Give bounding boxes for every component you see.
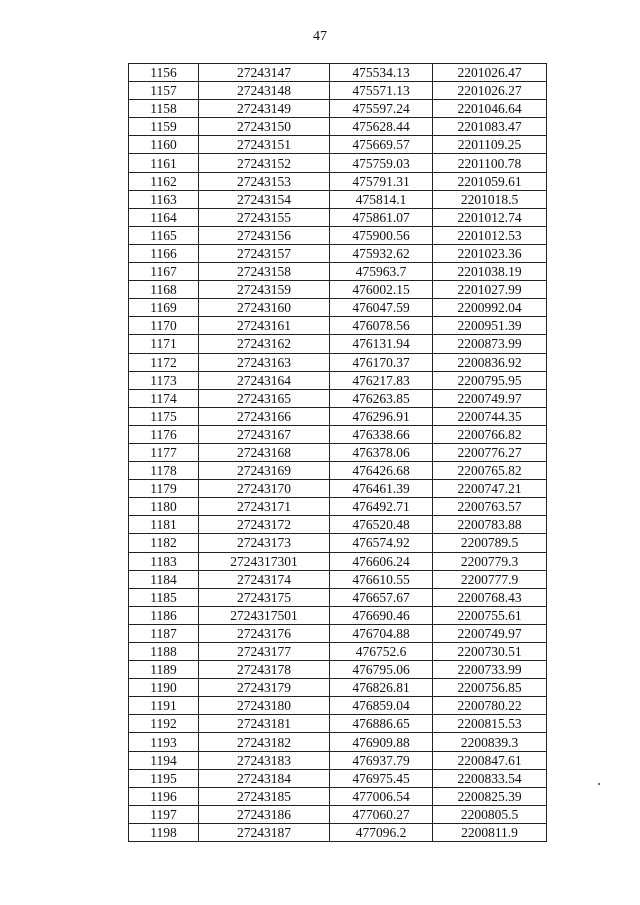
point-number-cell: 1195 (129, 769, 199, 787)
table-row (129, 661, 547, 679)
y-coordinate-cell: 2200780.22 (433, 697, 547, 715)
x-coordinate-cell: 476078.56 (330, 317, 433, 335)
table-row (129, 172, 547, 190)
x-coordinate-cell: 476752.6 (330, 643, 433, 661)
y-coordinate-cell: 2200776.27 (433, 443, 547, 461)
x-coordinate-cell: 476426.68 (330, 462, 433, 480)
point-number-cell: 1191 (129, 697, 199, 715)
point-id-cell: 27243176 (199, 624, 330, 642)
x-coordinate-cell: 476690.46 (330, 606, 433, 624)
x-coordinate-cell: 475669.57 (330, 136, 433, 154)
point-id-cell: 27243167 (199, 425, 330, 443)
table-row (129, 64, 547, 82)
x-coordinate-cell: 475963.7 (330, 263, 433, 281)
point-number-cell: 1173 (129, 371, 199, 389)
table-row (129, 733, 547, 751)
y-coordinate-cell: 2201109.25 (433, 136, 547, 154)
page-number: 47 (313, 29, 327, 44)
point-id-cell: 27243165 (199, 389, 330, 407)
x-coordinate-cell: 476378.06 (330, 443, 433, 461)
point-number-cell: 1198 (129, 823, 199, 841)
point-id-cell: 27243154 (199, 190, 330, 208)
point-number-cell: 1181 (129, 516, 199, 534)
y-coordinate-cell: 2200749.97 (433, 624, 547, 642)
point-number-cell: 1182 (129, 534, 199, 552)
table-row (129, 715, 547, 733)
table-row (129, 443, 547, 461)
table-row (129, 299, 547, 317)
table-row (129, 425, 547, 443)
y-coordinate-cell: 2200766.82 (433, 425, 547, 443)
y-coordinate-cell: 2200749.97 (433, 389, 547, 407)
point-id-cell: 27243159 (199, 281, 330, 299)
point-id-cell: 27243174 (199, 570, 330, 588)
y-coordinate-cell: 2201038.19 (433, 263, 547, 281)
y-coordinate-cell: 2200795.95 (433, 371, 547, 389)
point-number-cell: 1183 (129, 552, 199, 570)
point-number-cell: 1166 (129, 244, 199, 262)
table-row (129, 588, 547, 606)
point-number-cell: 1172 (129, 353, 199, 371)
point-number-cell: 1177 (129, 443, 199, 461)
point-number-cell: 1190 (129, 679, 199, 697)
point-number-cell: 1193 (129, 733, 199, 751)
y-coordinate-cell: 2201026.27 (433, 82, 547, 100)
table-row (129, 100, 547, 118)
x-coordinate-cell: 475534.13 (330, 64, 433, 82)
point-number-cell: 1176 (129, 425, 199, 443)
point-number-cell: 1187 (129, 624, 199, 642)
point-number-cell: 1188 (129, 643, 199, 661)
table-row (129, 769, 547, 787)
table-row (129, 516, 547, 534)
x-coordinate-cell: 477096.2 (330, 823, 433, 841)
y-coordinate-cell: 2200833.54 (433, 769, 547, 787)
table-row (129, 606, 547, 624)
x-coordinate-cell: 477006.54 (330, 787, 433, 805)
y-coordinate-cell: 2200951.39 (433, 317, 547, 335)
point-number-cell: 1179 (129, 480, 199, 498)
y-coordinate-cell: 2200992.04 (433, 299, 547, 317)
y-coordinate-cell: 2200733.99 (433, 661, 547, 679)
point-id-cell: 27243184 (199, 769, 330, 787)
x-coordinate-cell: 476217.83 (330, 371, 433, 389)
table-row (129, 534, 547, 552)
point-number-cell: 1180 (129, 498, 199, 516)
point-id-cell: 27243177 (199, 643, 330, 661)
y-coordinate-cell: 2200825.39 (433, 787, 547, 805)
y-coordinate-cell: 2201083.47 (433, 118, 547, 136)
y-coordinate-cell: 2201046.64 (433, 100, 547, 118)
table-row (129, 643, 547, 661)
point-id-cell: 27243151 (199, 136, 330, 154)
table-row (129, 82, 547, 100)
y-coordinate-cell: 2201012.53 (433, 226, 547, 244)
y-coordinate-cell: 2200805.5 (433, 805, 547, 823)
point-number-cell: 1160 (129, 136, 199, 154)
table-row (129, 697, 547, 715)
x-coordinate-cell: 476886.65 (330, 715, 433, 733)
y-coordinate-cell: 2200777.9 (433, 570, 547, 588)
y-coordinate-cell: 2200765.82 (433, 462, 547, 480)
point-number-cell: 1159 (129, 118, 199, 136)
point-id-cell: 27243156 (199, 226, 330, 244)
point-id-cell: 27243150 (199, 118, 330, 136)
y-coordinate-cell: 2200839.3 (433, 733, 547, 751)
x-coordinate-cell: 476492.71 (330, 498, 433, 516)
y-coordinate-cell: 2201012.74 (433, 208, 547, 226)
point-id-cell: 27243186 (199, 805, 330, 823)
x-coordinate-cell: 475571.13 (330, 82, 433, 100)
x-coordinate-cell: 476937.79 (330, 751, 433, 769)
point-number-cell: 1197 (129, 805, 199, 823)
y-coordinate-cell: 2201027.99 (433, 281, 547, 299)
x-coordinate-cell: 475900.56 (330, 226, 433, 244)
x-coordinate-cell: 475932.62 (330, 244, 433, 262)
y-coordinate-cell: 2200811.9 (433, 823, 547, 841)
point-id-cell: 27243153 (199, 172, 330, 190)
point-number-cell: 1162 (129, 172, 199, 190)
y-coordinate-cell: 2201059.61 (433, 172, 547, 190)
table-row (129, 552, 547, 570)
table-row (129, 154, 547, 172)
table-row (129, 118, 547, 136)
y-coordinate-cell: 2200789.5 (433, 534, 547, 552)
y-coordinate-cell: 2200730.51 (433, 643, 547, 661)
y-coordinate-cell: 2201023.36 (433, 244, 547, 262)
y-coordinate-cell: 2200847.61 (433, 751, 547, 769)
point-number-cell: 1171 (129, 335, 199, 353)
point-id-cell: 27243160 (199, 299, 330, 317)
y-coordinate-cell: 2200756.85 (433, 679, 547, 697)
y-coordinate-cell: 2200836.92 (433, 353, 547, 371)
x-coordinate-cell: 475759.03 (330, 154, 433, 172)
point-number-cell: 1196 (129, 787, 199, 805)
point-id-cell: 2724317501 (199, 606, 330, 624)
point-id-cell: 27243164 (199, 371, 330, 389)
point-number-cell: 1175 (129, 407, 199, 425)
point-number-cell: 1170 (129, 317, 199, 335)
point-number-cell: 1169 (129, 299, 199, 317)
table-row (129, 244, 547, 262)
table-row (129, 136, 547, 154)
point-id-cell: 27243149 (199, 100, 330, 118)
point-id-cell: 27243168 (199, 443, 330, 461)
point-id-cell: 27243173 (199, 534, 330, 552)
table-row (129, 317, 547, 335)
point-number-cell: 1163 (129, 190, 199, 208)
table-row (129, 226, 547, 244)
y-coordinate-cell: 2200768.43 (433, 588, 547, 606)
x-coordinate-cell: 476131.94 (330, 335, 433, 353)
point-number-cell: 1156 (129, 64, 199, 82)
table-row (129, 462, 547, 480)
point-id-cell: 27243155 (199, 208, 330, 226)
x-coordinate-cell: 475791.31 (330, 172, 433, 190)
point-id-cell: 27243147 (199, 64, 330, 82)
x-coordinate-cell: 476047.59 (330, 299, 433, 317)
point-number-cell: 1192 (129, 715, 199, 733)
coordinates-table-body (129, 64, 547, 842)
point-number-cell: 1164 (129, 208, 199, 226)
y-coordinate-cell: 2201026.47 (433, 64, 547, 82)
x-coordinate-cell: 476909.88 (330, 733, 433, 751)
x-coordinate-cell: 476610.55 (330, 570, 433, 588)
table-row (129, 624, 547, 642)
table-row (129, 353, 547, 371)
y-coordinate-cell: 2200755.61 (433, 606, 547, 624)
point-id-cell: 27243185 (199, 787, 330, 805)
table-row (129, 281, 547, 299)
point-number-cell: 1157 (129, 82, 199, 100)
point-number-cell: 1167 (129, 263, 199, 281)
y-coordinate-cell: 2200873.99 (433, 335, 547, 353)
x-coordinate-cell: 476002.15 (330, 281, 433, 299)
point-id-cell: 27243172 (199, 516, 330, 534)
x-coordinate-cell: 476170.37 (330, 353, 433, 371)
y-coordinate-cell: 2200747.21 (433, 480, 547, 498)
y-coordinate-cell: 2200744.35 (433, 407, 547, 425)
y-coordinate-cell: 2200783.88 (433, 516, 547, 534)
table-row (129, 823, 547, 841)
y-coordinate-cell: 2200779.3 (433, 552, 547, 570)
point-id-cell: 27243169 (199, 462, 330, 480)
point-id-cell: 27243180 (199, 697, 330, 715)
x-coordinate-cell: 476461.39 (330, 480, 433, 498)
table-row (129, 751, 547, 769)
point-id-cell: 27243178 (199, 661, 330, 679)
point-number-cell: 1168 (129, 281, 199, 299)
table-row (129, 679, 547, 697)
point-number-cell: 1194 (129, 751, 199, 769)
x-coordinate-cell: 476826.81 (330, 679, 433, 697)
x-coordinate-cell: 476338.66 (330, 425, 433, 443)
y-coordinate-cell: 2201018.5 (433, 190, 547, 208)
table-row (129, 263, 547, 281)
table-row (129, 480, 547, 498)
table-row (129, 389, 547, 407)
y-coordinate-cell: 2201100.78 (433, 154, 547, 172)
x-coordinate-cell: 475861.07 (330, 208, 433, 226)
x-coordinate-cell: 475597.24 (330, 100, 433, 118)
x-coordinate-cell: 475628.44 (330, 118, 433, 136)
point-number-cell: 1184 (129, 570, 199, 588)
point-id-cell: 27243163 (199, 353, 330, 371)
table-row (129, 371, 547, 389)
y-coordinate-cell: 2200815.53 (433, 715, 547, 733)
table-row (129, 787, 547, 805)
point-id-cell: 27243157 (199, 244, 330, 262)
point-id-cell: 27243166 (199, 407, 330, 425)
point-id-cell: 27243162 (199, 335, 330, 353)
table-row (129, 570, 547, 588)
x-coordinate-cell: 475814.1 (330, 190, 433, 208)
table-row (129, 805, 547, 823)
point-id-cell: 27243170 (199, 480, 330, 498)
point-id-cell: 27243175 (199, 588, 330, 606)
x-coordinate-cell: 476795.06 (330, 661, 433, 679)
x-coordinate-cell: 476975.45 (330, 769, 433, 787)
x-coordinate-cell: 476606.24 (330, 552, 433, 570)
point-id-cell: 2724317301 (199, 552, 330, 570)
table-row (129, 407, 547, 425)
point-id-cell: 27243179 (199, 679, 330, 697)
scan-speck (598, 783, 600, 785)
table-row (129, 498, 547, 516)
point-id-cell: 27243183 (199, 751, 330, 769)
point-id-cell: 27243148 (199, 82, 330, 100)
point-id-cell: 27243187 (199, 823, 330, 841)
x-coordinate-cell: 476657.67 (330, 588, 433, 606)
point-number-cell: 1174 (129, 389, 199, 407)
x-coordinate-cell: 476859.04 (330, 697, 433, 715)
point-id-cell: 27243152 (199, 154, 330, 172)
coordinates-table (128, 63, 547, 842)
point-id-cell: 27243161 (199, 317, 330, 335)
x-coordinate-cell: 476520.48 (330, 516, 433, 534)
point-number-cell: 1189 (129, 661, 199, 679)
table-row (129, 208, 547, 226)
point-id-cell: 27243171 (199, 498, 330, 516)
point-id-cell: 27243181 (199, 715, 330, 733)
x-coordinate-cell: 476574.92 (330, 534, 433, 552)
y-coordinate-cell: 2200763.57 (433, 498, 547, 516)
point-number-cell: 1158 (129, 100, 199, 118)
table-row (129, 190, 547, 208)
point-id-cell: 27243158 (199, 263, 330, 281)
table-row (129, 335, 547, 353)
point-number-cell: 1161 (129, 154, 199, 172)
point-number-cell: 1178 (129, 462, 199, 480)
x-coordinate-cell: 477060.27 (330, 805, 433, 823)
point-id-cell: 27243182 (199, 733, 330, 751)
point-number-cell: 1186 (129, 606, 199, 624)
x-coordinate-cell: 476263.85 (330, 389, 433, 407)
point-number-cell: 1185 (129, 588, 199, 606)
point-number-cell: 1165 (129, 226, 199, 244)
x-coordinate-cell: 476704.88 (330, 624, 433, 642)
x-coordinate-cell: 476296.91 (330, 407, 433, 425)
